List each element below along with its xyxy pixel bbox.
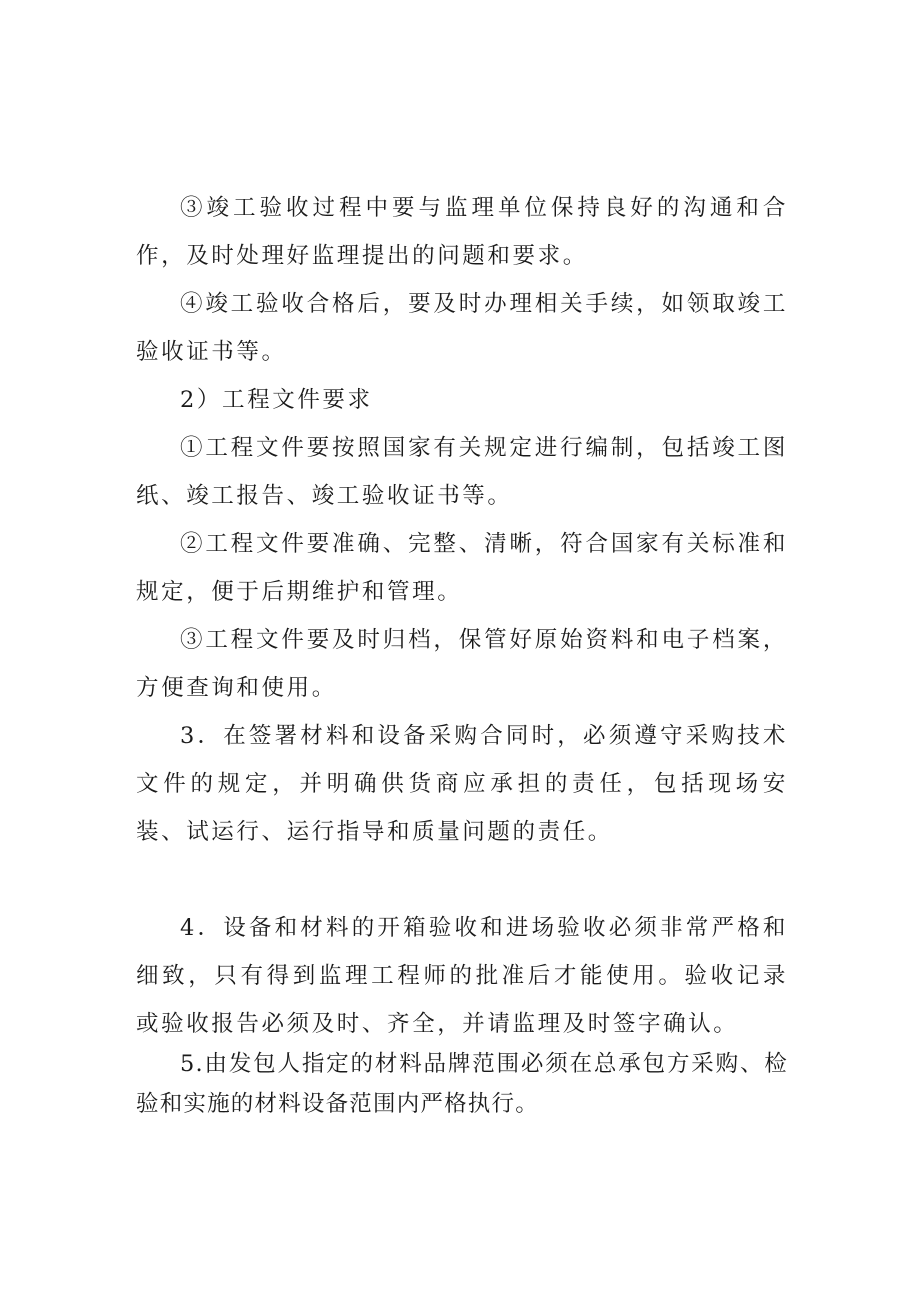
paragraph-acceptance-procedures: ④竣工验收合格后，要及时办理相关手续，如领取竣工验收证书等。 [136, 291, 788, 365]
paragraph-documents-archiving: ③工程文件要及时归档，保管好原始资料和电子档案，方便查询和使用。 [136, 627, 788, 701]
paragraph-documents-compilation: ①工程文件要按照国家有关规定进行编制，包括竣工图纸、竣工报告、竣工验收证书等。 [136, 435, 788, 509]
paragraph-acceptance-communication: ③竣工验收过程中要与监理单位保持良好的沟通和合作，及时处理好监理提出的问题和要求。 [136, 195, 788, 269]
section-heading-engineering-documents: 2）工程文件要求 [180, 387, 373, 413]
paragraph-unpacking-inspection: 4．设备和材料的开箱验收和进场验收必须非常严格和细致，只有得到监理工程师的批准后才能使用。验收记录或验收报告必须及时、齐全，并请监理及时签字确认。 [136, 915, 788, 1037]
paragraph-documents-accuracy: ②工程文件要准确、完整、清晰，符合国家有关标准和规定，便于后期维护和管理。 [136, 531, 788, 605]
paragraph-brand-range: 5.由发包人指定的材料品牌范围必须在总承包方采购、检验和实施的材料设备范围内严格执行。 [136, 1051, 788, 1117]
paragraph-procurement-contract: 3．在签署材料和设备采购合同时，必须遵守采购技术文件的规定，并明确供货商应承担的责任，包括现场安装、试运行、运行指导和质量问题的责任。 [136, 723, 788, 845]
